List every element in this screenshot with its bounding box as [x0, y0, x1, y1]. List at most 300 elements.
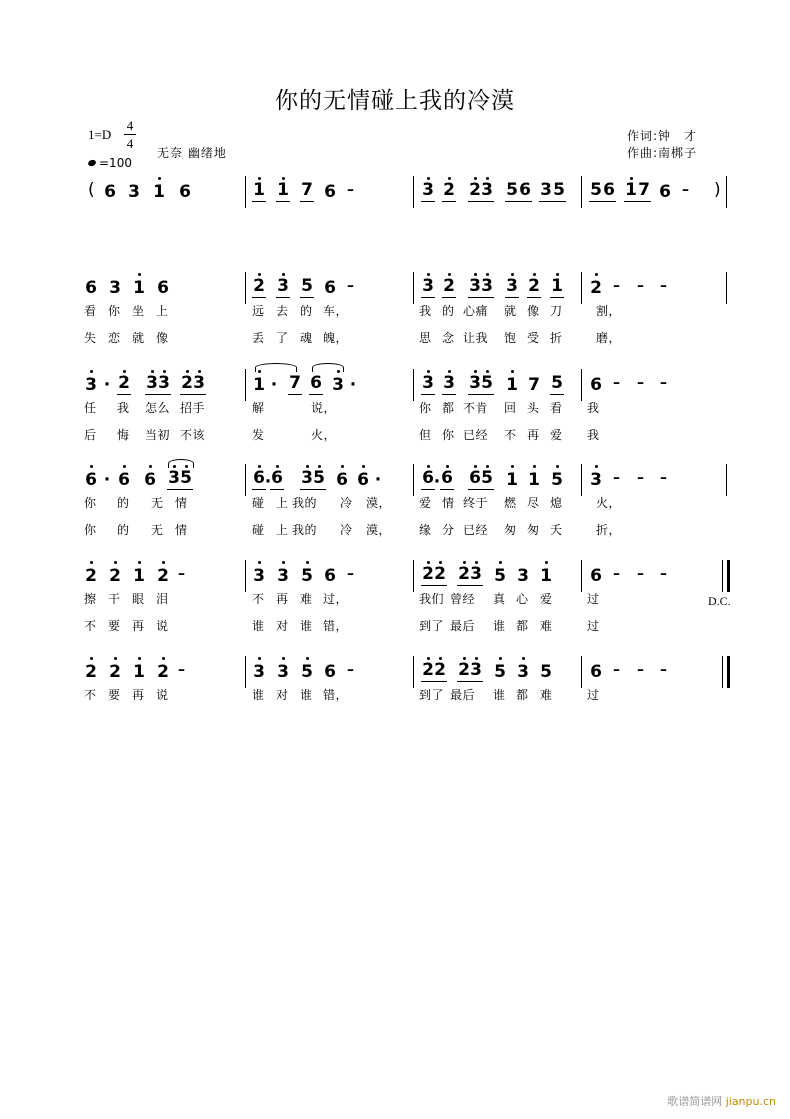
jianpu-note: 6 [117, 468, 131, 492]
lyric-verse2: 夭 [550, 523, 563, 537]
lyric-verse2: 你 [84, 523, 97, 537]
lyric-verse1: 你 [84, 496, 97, 510]
barline [722, 560, 723, 592]
barline [413, 369, 414, 401]
lyric-verse1: 的 [300, 304, 313, 318]
lyric-verse2: 缘 [419, 523, 432, 537]
lyric-verse2: 错， [323, 619, 349, 633]
jianpu-note: 6 [324, 182, 336, 202]
jianpu-note: 3 [84, 373, 98, 397]
composer-credit: 作曲:南梆子 [627, 146, 698, 160]
lyric-verse1: 看 [550, 401, 563, 415]
jianpu-note: 3 [276, 564, 290, 588]
lyric-verse1: 心痛 [463, 304, 489, 318]
sustain-dash: – [682, 182, 689, 198]
lyric-verse2: 过 [587, 619, 600, 633]
lyric-verse2: 谁 [300, 619, 313, 633]
lyric-verse1: 看 [84, 304, 97, 318]
jianpu-note: 3 [480, 276, 494, 298]
jianpu-note: 6 [335, 468, 349, 492]
jianpu-note: 3 [421, 180, 435, 202]
lyric-verse1: 我 [117, 401, 130, 415]
lyric-verse1: 过 [587, 592, 600, 606]
lyric-verse2: 思 [419, 331, 432, 345]
lyric-verse2: 发 [252, 428, 265, 442]
barline [726, 176, 727, 208]
lyric-final: 过 [587, 688, 600, 702]
jianpu-note: 6 [356, 468, 370, 492]
lyric-verse2: 了 [276, 331, 289, 345]
sustain-dash: – [660, 470, 667, 486]
jianpu-note: 6 [590, 375, 602, 395]
lyric-verse2: 火， [311, 428, 337, 442]
barline [245, 369, 246, 401]
sustain-dash: – [613, 375, 620, 391]
time-signature [124, 118, 136, 151]
jianpu-note: 1 [550, 276, 564, 298]
jianpu-note: 5 [590, 180, 602, 200]
jianpu-note: 2 [468, 180, 482, 202]
lyric-verse2: 对 [276, 619, 289, 633]
lyric-final: 最后 [450, 688, 476, 702]
lyric-verse2: 难 [540, 619, 553, 633]
jianpu-note: 5 [300, 660, 314, 684]
lyric-verse1: 你 [419, 401, 432, 415]
sustain-dash: – [178, 662, 185, 678]
jianpu-note: 1 [132, 564, 146, 588]
barline [726, 272, 727, 304]
jianpu-note: 5 [301, 276, 313, 296]
lyric-verse1: 过， [323, 592, 349, 606]
jianpu-note: 3 [589, 468, 603, 492]
lyric-verse2: 恋 [108, 331, 121, 345]
jianpu-note: 2 [457, 564, 471, 586]
lyric-verse1: 的 [442, 304, 455, 318]
lyric-verse1: 燃 [504, 496, 517, 510]
jianpu-note: 3 [516, 660, 530, 684]
lyric-final: 要 [108, 688, 121, 702]
barline [581, 176, 582, 208]
jianpu-note: 6 [310, 373, 322, 393]
jianpu-note: 6 [324, 662, 336, 682]
lyric-verse1: 我 [587, 401, 600, 415]
barline [413, 464, 414, 496]
jianpu-note: 3 [331, 373, 345, 397]
lyric-verse2: 饱 [504, 331, 517, 345]
jianpu-note: 6 [421, 468, 435, 490]
watermark: 歌谱简谱网 jianpu.cn [667, 1095, 776, 1108]
jianpu-note: 2 [84, 660, 98, 684]
lyric-verse2: 不该 [180, 428, 206, 442]
jianpu-note: 3 [145, 373, 159, 395]
jianpu-note: 2 [527, 276, 541, 298]
lyric-verse1: 熄 [550, 496, 563, 510]
jianpu-note: 2 [84, 564, 98, 588]
jianpu-note: 2 [421, 564, 435, 586]
jianpu-note: 3 [157, 373, 171, 395]
time-bottom: 4 [126, 136, 134, 151]
sustain-dash: – [660, 566, 667, 582]
lyric-verse1: 像 [527, 304, 540, 318]
lyric-verse2: 悔 [117, 428, 130, 442]
quarter-note-icon [87, 159, 97, 167]
jianpu-note: 6 [143, 468, 157, 492]
lyric-verse2: 不 [84, 619, 97, 633]
lyric-final: 说 [156, 688, 169, 702]
sustain-dash: – [637, 566, 644, 582]
lyric-verse2: 魂 [300, 331, 313, 345]
lyric-verse1: 冷 [340, 496, 353, 510]
lyric-verse1: 情 [442, 496, 455, 510]
lyric-verse1: 远 [252, 304, 265, 318]
lyric-verse2: 谁 [493, 619, 506, 633]
jianpu-note: 3 [468, 373, 482, 395]
jianpu-note: 3 [442, 373, 456, 395]
lyric-verse2: 碰 [252, 523, 265, 537]
jianpu-note: 5 [550, 468, 564, 492]
jianpu-note: 5 [179, 468, 193, 490]
lyric-verse2: 不 [504, 428, 517, 442]
lyric-verse2: 丢 [252, 331, 265, 345]
lyric-verse2: 已经 [463, 523, 489, 537]
barline [581, 369, 582, 401]
barline [581, 464, 582, 496]
barline [581, 272, 582, 304]
jianpu-note: 3 [109, 278, 121, 298]
lyric-verse1: 不 [252, 592, 265, 606]
barline [245, 176, 246, 208]
lyric-verse2: 失 [84, 331, 97, 345]
barline [245, 560, 246, 592]
jianpu-note: 6 [519, 180, 531, 200]
lyric-verse2: 魄， [323, 331, 349, 345]
lyric-verse1: 心 [516, 592, 529, 606]
tie-slur [168, 459, 194, 468]
lyric-verse2: 你 [442, 428, 455, 442]
open-paren: ( [88, 180, 95, 200]
lyric-verse1: 怎么 [145, 401, 171, 415]
jianpu-note: 5 [300, 564, 314, 588]
jianpu-note: 6 [590, 566, 602, 586]
sustain-dash: – [613, 278, 620, 294]
lyric-verse1: 刀 [550, 304, 563, 318]
lyric-verse2: 当初 [145, 428, 171, 442]
lyric-final: 难 [540, 688, 553, 702]
lyric-verse1: 爱 [540, 592, 553, 606]
close-paren: ) [714, 180, 721, 200]
lyric-verse1: 终于 [463, 496, 489, 510]
lyric-final: 不 [84, 688, 97, 702]
lyric-final: 谁 [493, 688, 506, 702]
jianpu-note: 3 [421, 276, 435, 298]
aug-dot: · [349, 375, 357, 395]
sustain-dash: – [347, 278, 354, 294]
jianpu-note: 1 [505, 468, 519, 492]
jianpu-note: 5 [506, 180, 518, 200]
jianpu-note: 7 [289, 373, 301, 393]
lyric-verse1: 回 [504, 401, 517, 415]
jianpu-note: 5 [493, 564, 507, 588]
jianpu-note: 6 [324, 278, 336, 298]
lyric-verse2: 我 [587, 428, 600, 442]
lyric-verse1: 我的 [292, 496, 318, 510]
jianpu-note: 5 [493, 660, 507, 684]
lyric-verse1: 去 [276, 304, 289, 318]
jianpu-note: 6 [440, 468, 454, 490]
lyric-verse1: 擦 [84, 592, 97, 606]
sustain-dash: – [660, 278, 667, 294]
lyric-verse2: 磨， [596, 331, 622, 345]
jianpu-note: 3 [128, 182, 140, 202]
jianpu-note: 7 [301, 180, 313, 200]
sustain-dash: – [347, 566, 354, 582]
lyric-verse1: 爱 [419, 496, 432, 510]
jianpu-note: 3 [517, 566, 529, 586]
lyric-verse1: 都 [442, 401, 455, 415]
lyric-verse1: 碰 [252, 496, 265, 510]
barline [413, 656, 414, 688]
lyric-verse1: 无 [151, 496, 164, 510]
lyric-verse2: 折， [596, 523, 622, 537]
jianpu-note: 5 [480, 468, 494, 490]
lyric-verse2: 念 [442, 331, 455, 345]
lyric-verse2: 再 [527, 428, 540, 442]
lyric-verse1: 尽 [527, 496, 540, 510]
jianpu-note: 1 [252, 373, 266, 397]
lyric-final: 都 [516, 688, 529, 702]
jianpu-note: 7 [528, 375, 540, 395]
sustain-dash: – [637, 375, 644, 391]
lyric-final: 谁 [252, 688, 265, 702]
jianpu-note: 5 [540, 662, 552, 682]
jianpu-note: 2 [433, 564, 447, 586]
jianpu-note: 6 [590, 662, 602, 682]
lyric-verse1: 解 [252, 401, 265, 415]
lyric-verse2: 漠， [366, 523, 392, 537]
lyric-verse1: 你 [108, 304, 121, 318]
lyric-verse1: 我 [419, 304, 432, 318]
jianpu-note: 2 [442, 276, 456, 298]
barline [413, 560, 414, 592]
jianpu-note: 2 [108, 660, 122, 684]
barline [722, 656, 723, 688]
lyric-verse1: 上 [156, 304, 169, 318]
expression-mark: 无奈 幽绪地 [157, 146, 227, 160]
jianpu-note: 5 [553, 180, 565, 200]
sustain-dash: – [660, 662, 667, 678]
lyric-verse1: 干 [108, 592, 121, 606]
lyric-verse1: 真 [493, 592, 506, 606]
jianpu-note: 6 [324, 566, 336, 586]
lyric-verse2: 再 [132, 619, 145, 633]
lyric-verse1: 不肯 [463, 401, 489, 415]
jianpu-note: 2 [442, 180, 456, 202]
barline [245, 464, 246, 496]
lyric-final: 到了 [419, 688, 445, 702]
jianpu-note: 3 [276, 660, 290, 684]
jianpu-note: 6 [85, 278, 97, 298]
sustain-dash: – [347, 182, 354, 198]
aug-dot: · [433, 472, 441, 492]
jianpu-note: 1 [132, 660, 146, 684]
jianpu-note: 3 [252, 564, 266, 588]
lyric-final: 对 [276, 688, 289, 702]
lyric-verse2: 匆 [504, 523, 517, 537]
jianpu-note: 2 [180, 373, 194, 395]
lyric-verse2: 像 [156, 331, 169, 345]
jianpu-note: 1 [252, 180, 266, 202]
jianpu-note: 1 [624, 180, 638, 202]
jianpu-note: 2 [457, 660, 471, 682]
lyric-verse1: 头 [527, 401, 540, 415]
lyric-verse2: 无 [151, 523, 164, 537]
jianpu-note: 2 [117, 373, 131, 395]
jianpu-note: 3 [480, 180, 494, 202]
lyric-verse2: 情 [175, 523, 188, 537]
lyric-verse2: 让我 [463, 331, 489, 345]
key-signature: 1=D [88, 127, 112, 142]
jianpu-note: 6 [104, 182, 116, 202]
lyric-verse2: 但 [419, 428, 432, 442]
jianpu-note: 3 [540, 180, 552, 200]
jianpu-note: 2 [589, 276, 603, 300]
lyric-verse1: 坐 [132, 304, 145, 318]
lyric-verse1: 的 [117, 496, 130, 510]
lyric-verse1: 情 [175, 496, 188, 510]
aug-dot: · [103, 375, 111, 395]
lyric-verse2: 说 [156, 619, 169, 633]
lyric-final: 谁 [300, 688, 313, 702]
lyricist-credit: 作词:钟 才 [627, 129, 698, 143]
jianpu-note: 3 [505, 276, 519, 298]
aug-dot: · [270, 375, 278, 395]
lyric-verse2: 要 [108, 619, 121, 633]
jianpu-note: 6 [270, 468, 284, 490]
jianpu-note: 3 [167, 468, 181, 490]
jianpu-note: 6 [252, 468, 266, 490]
lyric-verse1: 火， [596, 496, 622, 510]
sustain-dash: – [637, 662, 644, 678]
jianpu-note: 6 [84, 468, 98, 492]
lyric-verse2: 谁 [252, 619, 265, 633]
jianpu-note: 3 [469, 564, 483, 586]
sustain-dash: – [178, 566, 185, 582]
jianpu-note: 7 [638, 180, 650, 200]
lyric-verse2: 最后 [450, 619, 476, 633]
sustain-dash: – [613, 566, 620, 582]
jianpu-note: 2 [252, 276, 266, 298]
lyric-verse1: 就 [504, 304, 517, 318]
lyric-verse1: 上 [276, 496, 289, 510]
jianpu-note: 1 [132, 276, 146, 300]
jianpu-note: 2 [108, 564, 122, 588]
jianpu-note: 2 [421, 660, 435, 682]
lyric-verse1: 难 [300, 592, 313, 606]
lyric-verse1: 割， [596, 304, 622, 318]
lyric-verse2: 到了 [419, 619, 445, 633]
lyric-final: 再 [132, 688, 145, 702]
lyric-verse2: 受 [527, 331, 540, 345]
barline [245, 272, 246, 304]
lyric-verse1: 招手 [180, 401, 206, 415]
lyric-verse2: 的 [117, 523, 130, 537]
song-title: 你的无情碰上我的冷漠 [275, 88, 515, 114]
jianpu-note: 2 [156, 660, 170, 684]
tie-slur [312, 363, 344, 372]
jianpu-note: 6 [659, 182, 671, 202]
aug-dot: · [264, 472, 272, 492]
tie-slur [255, 363, 297, 372]
jianpu-note: 5 [551, 373, 563, 393]
barline [245, 656, 246, 688]
barline [727, 656, 730, 688]
jianpu-note: 3 [421, 373, 435, 395]
jianpu-note: 3 [276, 276, 290, 298]
jianpu-note: 1 [539, 564, 553, 588]
lyric-verse2: 上 [276, 523, 289, 537]
barline [581, 560, 582, 592]
sustain-dash: – [637, 278, 644, 294]
barline [413, 176, 414, 208]
jianpu-note: 1 [505, 373, 519, 397]
jianpu-note: 2 [433, 660, 447, 682]
aug-dot: · [374, 470, 382, 490]
jianpu-note: 2 [156, 564, 170, 588]
jianpu-note: 3 [252, 660, 266, 684]
sustain-dash: – [637, 470, 644, 486]
barline [413, 272, 414, 304]
sustain-dash: – [660, 375, 667, 391]
barline [727, 560, 730, 592]
jianpu-note: 1 [152, 180, 166, 204]
lyric-verse2: 后 [84, 428, 97, 442]
jianpu-note: 3 [469, 660, 483, 682]
lyric-verse2: 我的 [292, 523, 318, 537]
lyric-verse2: 就 [132, 331, 145, 345]
aug-dot: · [103, 470, 111, 490]
lyric-verse2: 已经 [463, 428, 489, 442]
sustain-dash: – [613, 470, 620, 486]
jianpu-note: 6 [157, 278, 169, 298]
jianpu-note: 6 [468, 468, 482, 490]
lyric-verse2: 匆 [527, 523, 540, 537]
jianpu-note: 1 [276, 180, 290, 202]
jianpu-note: 1 [527, 468, 541, 492]
lyric-verse1: 曾经 [450, 592, 476, 606]
sustain-dash: – [613, 662, 620, 678]
da-capo: D.C. [708, 594, 731, 608]
jianpu-note: 3 [468, 276, 482, 298]
tempo-mark: =100 [88, 156, 132, 170]
barline [581, 656, 582, 688]
jianpu-note: 6 [179, 182, 191, 202]
jianpu-note: 3 [300, 468, 314, 490]
lyric-verse1: 眼 [132, 592, 145, 606]
sustain-dash: – [347, 662, 354, 678]
time-top: 4 [126, 118, 134, 133]
lyric-verse2: 分 [442, 523, 455, 537]
lyric-verse1: 车， [323, 304, 349, 318]
lyric-verse2: 折 [550, 331, 563, 345]
lyric-verse1: 说， [311, 401, 337, 415]
lyric-verse1: 再 [276, 592, 289, 606]
lyric-verse1: 我们 [419, 592, 445, 606]
lyric-verse1: 漠， [366, 496, 392, 510]
barline [726, 464, 727, 496]
jianpu-note: 3 [192, 373, 206, 395]
lyric-verse2: 冷 [340, 523, 353, 537]
lyric-verse1: 任 [84, 401, 97, 415]
